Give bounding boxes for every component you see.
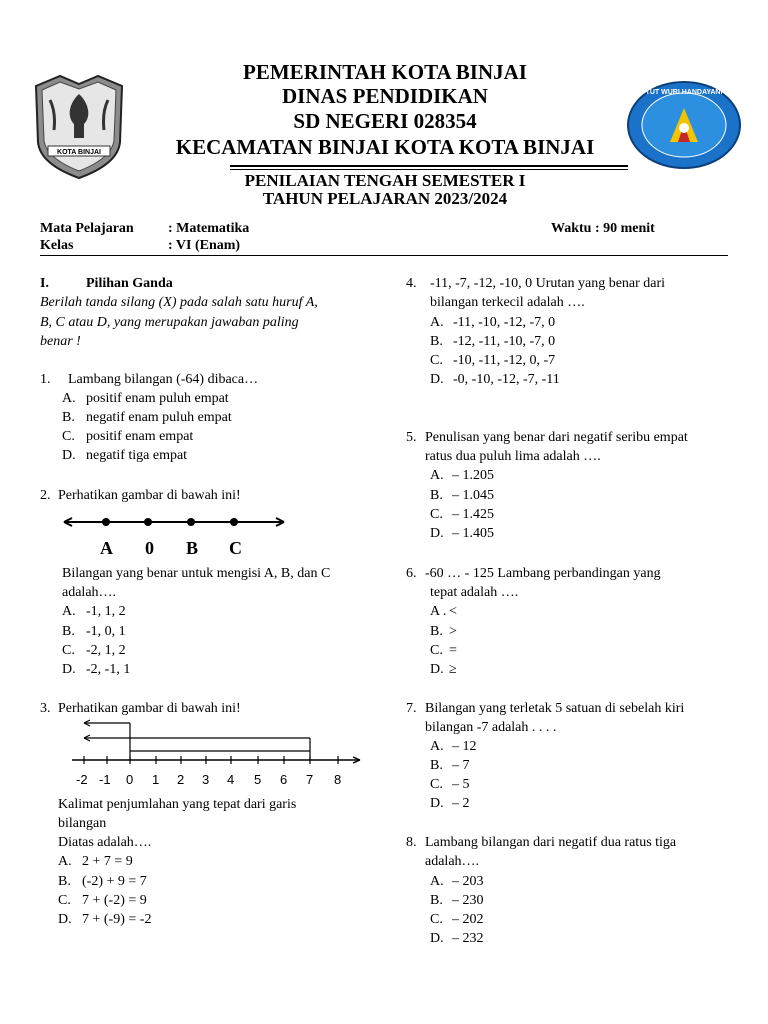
option-text: < — [449, 604, 457, 619]
instruction-line: benar ! — [40, 334, 81, 349]
option-text: -1, 0, 1 — [86, 624, 126, 639]
exam-title-1: PENILAIAN TENGAH SEMESTER I — [244, 171, 526, 190]
option-letter[interactable]: B. — [58, 874, 71, 889]
question-text: -60 … - 125 Lambang perbandingan yang — [425, 566, 661, 581]
option-text: – 1.205 — [452, 468, 494, 483]
option-letter[interactable]: D. — [430, 526, 444, 541]
tick-label: 3 — [202, 772, 210, 787]
subject-label: Mata Pelajaran — [40, 221, 134, 236]
option-letter[interactable]: A . — [430, 604, 447, 619]
option-text: positif enam empat — [86, 429, 194, 444]
option-letter[interactable]: D. — [430, 662, 444, 677]
number-line-point — [144, 518, 152, 526]
option-letter[interactable]: B. — [430, 758, 443, 773]
header-rule-thin — [230, 169, 628, 170]
option-letter[interactable]: B. — [430, 488, 443, 503]
instruction-line: B, C atau D, yang merupakan jawaban paling — [40, 315, 299, 330]
question-text: bilangan — [58, 816, 107, 831]
option-letter[interactable]: C. — [430, 507, 443, 522]
question-text: bilangan terkecil adalah …. — [430, 295, 585, 310]
option-text: 7 + (-9) = -2 — [82, 912, 152, 927]
option-text: – 1.405 — [452, 526, 494, 541]
option-letter[interactable]: C. — [62, 643, 75, 658]
tick-label: 2 — [177, 772, 185, 787]
option-text: > — [449, 624, 457, 639]
option-text: -10, -11, -12, 0, -7 — [453, 353, 556, 368]
section-number: I. — [40, 276, 49, 291]
left-logo-text: KOTA BINJAI — [57, 149, 101, 156]
option-letter[interactable]: C. — [430, 912, 443, 927]
option-text: negatif tiga empat — [86, 448, 188, 463]
option-text: -1, 1, 2 — [86, 604, 126, 619]
number-line-point — [230, 518, 238, 526]
question-text: tepat adalah …. — [430, 585, 519, 600]
question-number: 5. — [406, 430, 417, 445]
header-line-1: PEMERINTAH KOTA BINJAI — [243, 60, 527, 84]
section-title: Pilihan Ganda — [86, 276, 173, 291]
option-text: – 230 — [452, 893, 484, 908]
option-letter[interactable]: D. — [430, 796, 444, 811]
question-text: Perhatikan gambar di bawah ini! — [58, 701, 241, 716]
question-number: 2. — [40, 488, 51, 503]
question-text: adalah…. — [425, 854, 480, 869]
option-letter[interactable]: B. — [430, 334, 443, 349]
option-text: -0, -10, -12, -7, -11 — [453, 372, 560, 387]
option-letter[interactable]: A. — [62, 391, 76, 406]
option-text: 2 + 7 = 9 — [82, 854, 133, 869]
option-text: – 7 — [452, 758, 470, 773]
option-letter[interactable]: A. — [430, 315, 444, 330]
question-text: Lambang bilangan dari negatif dua ratus tiga — [425, 835, 677, 850]
instruction-line: Berilah tanda silang (X) pada salah satu huruf A, — [40, 295, 318, 310]
class-label: Kelas — [40, 238, 74, 253]
option-letter[interactable]: D. — [58, 912, 72, 927]
question-text: ratus dua puluh lima adalah …. — [425, 449, 601, 464]
option-letter[interactable]: D. — [62, 448, 76, 463]
option-letter[interactable]: C. — [430, 643, 443, 658]
option-letter[interactable]: B. — [62, 410, 75, 425]
question-text: Diatas adalah…. — [58, 835, 152, 850]
figure-label-zero: 0 — [145, 538, 154, 558]
figure-label-a: A — [100, 538, 113, 558]
header-line-3: SD NEGERI 028354 — [293, 109, 477, 133]
figure-label-c: C — [229, 538, 242, 558]
kota-binjai-logo — [30, 72, 128, 182]
option-letter[interactable]: B. — [430, 893, 443, 908]
header-line-4: KECAMATAN BINJAI KOTA KOTA BINJAI — [175, 135, 595, 159]
option-text: positif enam puluh empat — [86, 391, 229, 406]
option-text: (-2) + 9 = 7 — [82, 874, 147, 889]
option-text: – 202 — [452, 912, 484, 927]
info-divider — [40, 255, 728, 256]
question-number: 6. — [406, 566, 417, 581]
question-text: Penulisan yang benar dari negatif seribu empat — [425, 430, 688, 445]
option-text: = — [449, 643, 457, 658]
option-letter[interactable]: C. — [62, 429, 75, 444]
question-number: 1. — [40, 372, 51, 387]
question-text: -11, -7, -12, -10, 0 Urutan yang benar dari — [430, 276, 666, 291]
class-value: : VI (Enam) — [168, 238, 241, 253]
option-letter[interactable]: A. — [430, 874, 444, 889]
exam-title-2: TAHUN PELAJARAN 2023/2024 — [262, 189, 508, 208]
option-text: 7 + (-2) = 9 — [82, 893, 147, 908]
right-logo-text: TUT WURI HANDAYANI — [645, 89, 723, 96]
option-text: – 12 — [452, 739, 477, 754]
option-letter[interactable]: D. — [430, 372, 444, 387]
option-letter[interactable]: A. — [58, 854, 72, 869]
question-text: adalah…. — [62, 585, 117, 600]
question-number: 3. — [40, 701, 51, 716]
option-text: -2, 1, 2 — [86, 643, 126, 658]
option-letter[interactable]: B. — [430, 624, 443, 639]
option-letter[interactable]: A. — [430, 468, 444, 483]
tick-label: -1 — [99, 772, 111, 787]
subject-value: : Matematika — [168, 221, 250, 236]
tick-label: 5 — [254, 772, 262, 787]
option-letter[interactable]: A. — [62, 604, 76, 619]
tick-label: 6 — [280, 772, 288, 787]
option-text: – 1.045 — [452, 488, 494, 503]
question-text: bilangan -7 adalah . . . . — [425, 720, 557, 735]
time-allotment: Waktu : 90 menit — [551, 221, 655, 236]
question-text: Bilangan yang benar untuk mengisi A, B, dan C — [62, 566, 331, 581]
option-text: -2, -1, 1 — [86, 662, 131, 677]
option-letter[interactable]: D. — [62, 662, 76, 677]
option-letter[interactable]: C. — [58, 893, 71, 908]
option-text: – 232 — [452, 931, 484, 946]
question-text: Bilangan yang terletak 5 satuan di sebelah kiri — [425, 701, 685, 716]
question-number: 4. — [406, 276, 417, 291]
tick-label: 1 — [152, 772, 160, 787]
tick-label: 4 — [227, 772, 235, 787]
option-text: – 2 — [452, 796, 470, 811]
number-line-point — [187, 518, 195, 526]
question-text: Perhatikan gambar di bawah ini! — [58, 488, 241, 503]
option-letter[interactable]: C. — [430, 353, 443, 368]
header-line-2: DINAS PENDIDIKAN — [282, 84, 488, 108]
header-rule — [230, 165, 628, 167]
number-line-figure-q2 — [60, 512, 290, 532]
tick-label: 0 — [126, 772, 134, 787]
option-text: – 5 — [452, 777, 470, 792]
number-line-point — [102, 518, 110, 526]
question-number: 7. — [406, 701, 417, 716]
figure-label-b: B — [186, 538, 199, 558]
tick-label: 8 — [334, 772, 342, 787]
option-text: negatif enam puluh empat — [86, 410, 232, 425]
option-text: – 203 — [452, 874, 484, 889]
tick-label: -2 — [76, 772, 88, 787]
number-line-figure-q3 — [62, 718, 372, 770]
question-text: Lambang bilangan (-64) dibaca… — [68, 372, 259, 387]
option-letter[interactable]: D. — [430, 931, 444, 946]
option-text: – 1.425 — [452, 507, 494, 522]
question-number: 8. — [406, 835, 417, 850]
option-letter[interactable]: B. — [62, 624, 75, 639]
option-text: -12, -11, -10, -7, 0 — [453, 334, 556, 349]
option-text: ≥ — [449, 662, 457, 677]
option-letter[interactable]: A. — [430, 739, 444, 754]
tick-label: 7 — [306, 772, 314, 787]
option-letter[interactable]: C. — [430, 777, 443, 792]
option-text: -11, -10, -12, -7, 0 — [453, 315, 556, 330]
question-text: Kalimat penjumlahan yang tepat dari garis — [58, 797, 297, 812]
